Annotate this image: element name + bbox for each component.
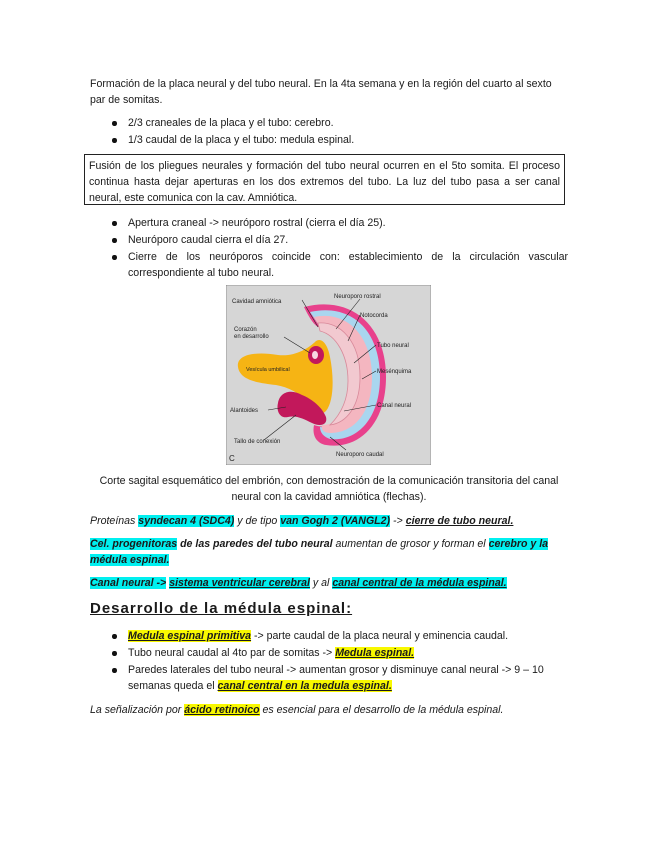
list-item: Cierre de los neuróporos coincide con: establecimiento de la circulación vascular correspondiente al tubo neural. (128, 251, 568, 279)
highlight-cerebro: cerebro y la médula espinal. (90, 538, 549, 566)
label-canal-neural: Canal neural (377, 403, 412, 409)
list-item: Apertura craneal -> neuróporo rostral (cierra el día 25). (128, 215, 568, 231)
highlight-vangl2: van Gogh 2 (VANGL2) (280, 515, 391, 527)
label-neuroporo-caudal: Neuroporo caudal (336, 452, 384, 458)
highlight-sistema-ventricular: sistema ventricular cerebral (169, 577, 310, 589)
list-item: 1/3 caudal de la placa y el tubo: medula espinal. (128, 132, 568, 148)
list-item: Paredes laterales del tubo neural -> aumentan grosor y disminuye canal neural -> 9 – 10 semanas queda el canal central en la medula espinal. (128, 662, 568, 694)
bordered-note-box: Fusión de los pliegues neurales y formación del tubo neural ocurren en el 5to somita. El proceso continua hasta dejar aperturas en los dos extremos del tubo. La luz del tubo pasa a ser canal neural, este comunica con la cav. Amniótica. (84, 154, 565, 205)
highlight-canal-central-medula: canal central en la medula espinal. (217, 680, 392, 692)
label-neuroporo-rostral: Neuroporo rostral (334, 294, 381, 300)
highlight-medula-primitiva: Medula espinal primitiva (128, 630, 252, 642)
list-item: 2/3 craneales de la placa y el tubo: cerebro. (128, 115, 568, 131)
list-item: Neuróporo caudal cierra el día 27. (128, 232, 568, 248)
label-cavidad: Cavidad amniótica (232, 299, 282, 305)
highlight-canal-neural: Canal neural -> (90, 577, 167, 589)
highlight-cel-progenitoras: Cel. progenitoras (90, 538, 178, 550)
label-tallo: Tallo de conexión (234, 439, 281, 445)
paragraph-celulas: Cel. progenitoras de las paredes del tubo neural aumentan de grosor y forman el cerebro y la médula espinal. (90, 538, 549, 566)
label-vesicula: Vesícula umbilical (246, 367, 290, 373)
label-corazon-2: en desarrollo (234, 334, 269, 340)
list-item: Tubo neural caudal al 4to par de somitas -> Medula espinal. (128, 645, 568, 661)
label-tubo-neural: Tubo neural (377, 343, 409, 349)
label-notocorda: Notocorda (360, 313, 388, 319)
highlight-medula-espinal: Medula espinal. (335, 647, 415, 659)
panel-letter: C (229, 454, 235, 463)
paragraph-proteinas: Proteínas syndecan 4 (SDC4) y de tipo van Gogh 2 (VANGL2) -> cierre de tubo neural. (90, 515, 514, 527)
figure-caption: Corte sagital esquemático del embrión, con demostración de la comunicación transitoria del canal neural con la cavidad amniótica (flechas). (99, 475, 559, 503)
highlight-sdc4: syndecan 4 (SDC4) (138, 515, 235, 527)
label-alantoides: Alantoides (230, 408, 259, 414)
paragraph-acido-retinoico: La señalización por ácido retinoico es esencial para el desarrollo de la médula espinal. (90, 704, 504, 716)
label-corazon: Corazón (234, 327, 257, 333)
highlight-acido-retinoico: ácido retinoico (184, 704, 260, 716)
paragraph-canal: Canal neural -> sistema ventricular cerebral y al canal central de la médula espinal. (90, 577, 507, 589)
list-item: Medula espinal primitiva -> parte caudal de la placa neural y eminencia caudal. (128, 628, 568, 644)
label-mesenquima: Mesénquima (377, 369, 412, 375)
highlight-canal-central: canal central de la médula espinal. (332, 577, 507, 589)
intro-paragraph: Formación de la placa neural y del tubo neural. En la 4ta semana y en la región del cuarto al sexto par de somitas. (90, 78, 552, 106)
section-heading: Desarrollo de la médula espinal: (90, 600, 353, 617)
embryo-sagittal-figure (226, 285, 431, 465)
